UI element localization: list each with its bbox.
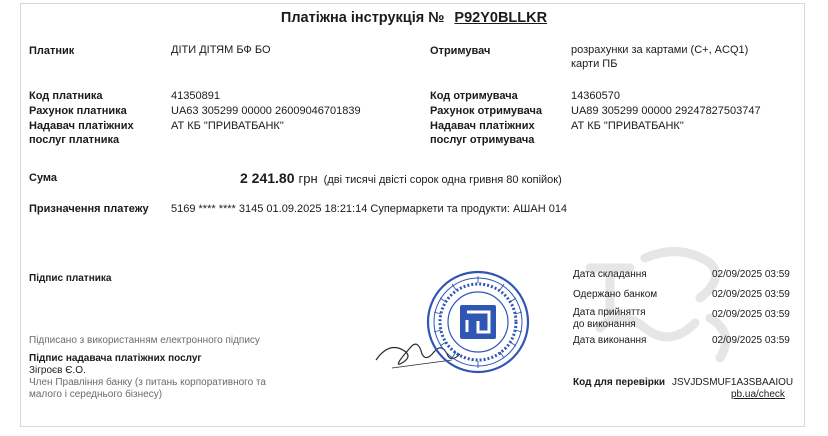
date-accepted-label-2: до виконання [573,319,636,330]
purpose-text: 5169 **** **** 3145 01.09.2025 18:21:14 Супермаркети та продукти: АШАН 014 [171,203,568,215]
recipient-provider-label-2: послуг отримувача [430,134,535,146]
date-executed-value: 02/09/2025 03:59 [712,335,790,346]
verification-code[interactable]: JSVJDSMUF1A3SBAAIOU [672,377,794,388]
payer-account-label: Рахунок платника [29,105,127,117]
provider-signature-label: Підпис надавача платіжних послуг [29,353,202,364]
verification-link[interactable]: pb.ua/check [731,389,785,400]
payer-signature-label: Підпис платника [29,273,112,284]
recipient-provider-label-1: Надавач платіжних [430,120,535,132]
purpose-label: Призначення платежу [29,203,149,215]
amount-in-words: (дві тисячі двісті сорок одна гривня 80 копійок) [323,174,562,186]
signer-name: Зігроєв Є.О. [29,365,86,376]
signer-role-line-1: Член Правління банку (з питань корпоративного та [29,377,266,388]
payer-provider: АТ КБ "ПРИВАТБАНК" [171,120,284,132]
instruction-number[interactable]: P92Y0BLLKR [454,10,548,26]
recipient-account-label: Рахунок отримувача [430,105,542,117]
payer-provider-label-2: послуг платника [29,134,120,146]
payer-name: ДІТИ ДІТЯМ БФ БО [171,44,271,56]
amount-currency: грн [298,171,318,186]
date-executed-label: Дата виконання [573,335,647,346]
recipient-label: Отримувач [430,45,491,57]
recipient-name-line-2: карти ПБ [571,58,618,70]
recipient-code-label: Код отримувача [430,90,518,102]
document-title [0,10,828,26]
recipient-account: UA89 305299 00000 29247827503747 [571,105,761,117]
amount-label: Сума [29,172,58,184]
verification-label: Код для перевірки [573,377,665,388]
title-text: Платіжна інструкція № [280,10,445,26]
payer-label: Платник [29,45,75,57]
date-accepted-value: 02/09/2025 03:59 [712,309,790,320]
signer-role-line-2: малого і середнього бізнесу) [29,389,163,400]
date-received-value: 02/09/2025 03:59 [712,289,790,300]
payer-code: 41350891 [171,90,220,102]
payer-provider-label-1: Надавач платіжних [29,120,134,132]
amount-line [240,170,562,188]
payer-code-label: Код платника [29,90,103,102]
stamp-seal [428,272,528,372]
recipient-code: 14360570 [571,90,620,102]
date-created-label: Дата складання [573,269,647,280]
payer-account: UA63 305299 00000 26009046701839 [171,105,361,117]
amount-value: 2 241.80 [240,170,295,186]
electronic-signature-note: Підписано з використанням електронного підпису [29,335,260,346]
handwritten-signature [376,344,460,368]
date-created-value: 02/09/2025 03:59 [712,269,790,280]
bank-stamp [372,268,542,378]
date-received-label: Одержано банком [573,289,658,300]
date-accepted-label-1: Дата прийняття [573,307,646,318]
recipient-name-line-1: розрахунки за картами (С+, ACQ1) [571,44,749,56]
recipient-provider: АТ КБ "ПРИВАТБАНК" [571,120,684,132]
